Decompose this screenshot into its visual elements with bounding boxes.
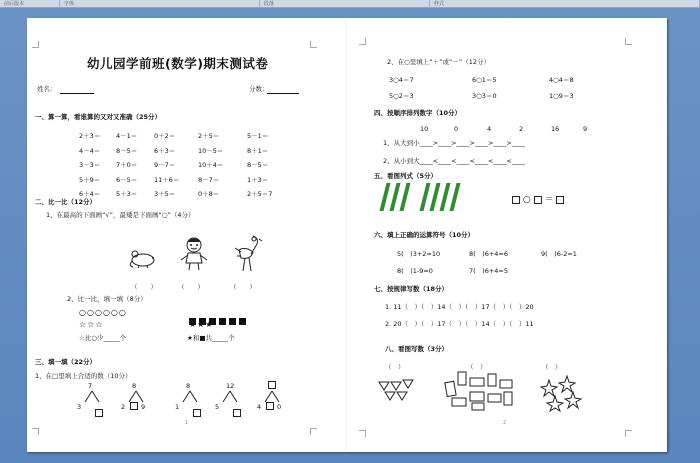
document-page-1[interactable]: [27, 18, 347, 452]
name-blank[interactable]: [60, 93, 94, 94]
answer-paren[interactable]: （ ）: [178, 283, 204, 291]
number-item: 16: [551, 125, 560, 133]
ribbon-strip: [0, 0, 700, 8]
corner-mark: [625, 38, 632, 45]
answer-paren[interactable]: （ ）: [385, 363, 405, 371]
tally-bar: [440, 183, 451, 211]
document-workspace[interactable]: [0, 8, 700, 463]
tally-bar: [420, 183, 431, 211]
document-page-2[interactable]: [347, 18, 667, 452]
arithmetic-item[interactable]: 3－3＝: [79, 161, 101, 169]
op-item[interactable]: 5○2＝3: [389, 92, 414, 100]
corner-mark: [32, 41, 39, 48]
score-label: 分数：: [249, 85, 269, 93]
white-stars-row: ☆☆☆: [79, 320, 104, 329]
answer-box[interactable]: [193, 409, 201, 417]
black-stars-row: ★★★: [189, 320, 214, 329]
order-asc[interactable]: 2、从小到大____<____<____<____<____<____: [383, 157, 525, 165]
section-7-title: 七、按规律写数（18分）: [374, 285, 449, 293]
compare-question-left: ☆比○少_____个: [79, 334, 127, 342]
corner-mark: [32, 428, 39, 435]
answer-paren[interactable]: （ ）: [230, 283, 256, 291]
bond-right[interactable]: [193, 402, 201, 421]
section-1-title: 一、算一算，看谁算的又对又准确（25分）: [35, 113, 162, 121]
triangles-picture: [377, 376, 417, 404]
bond-left: 3: [77, 403, 82, 411]
rectangles-picture: [442, 370, 520, 412]
answer-box[interactable]: [95, 409, 103, 417]
page-title: 幼儿园学前班(数学)期末测试卷: [87, 56, 269, 71]
arithmetic-item[interactable]: 0＋8＝: [198, 190, 220, 198]
arithmetic-item[interactable]: 8＋1＝: [247, 146, 269, 155]
arithmetic-item[interactable]: 2＋5＝7: [247, 190, 273, 198]
answer-box[interactable]: [268, 381, 276, 389]
number-bond: [123, 382, 157, 414]
number-bond: [259, 382, 293, 414]
bond-left: 5: [215, 403, 220, 411]
corner-mark: [359, 430, 366, 437]
section-3-question-1: 1、在□里填上合适的数（10分）: [35, 372, 132, 380]
arithmetic-item[interactable]: 11＋6＝: [154, 175, 180, 184]
section-6-title: 六、填上正确的运算符号（10分）: [374, 231, 475, 239]
arithmetic-item[interactable]: 8－5＝: [247, 161, 269, 169]
arithmetic-item[interactable]: 0＋2＝: [154, 132, 176, 140]
page-number: 1: [185, 420, 189, 426]
section-3-title: 三、填一填（22分）: [35, 358, 97, 366]
section-8-title: 八、看图写数（3分）: [385, 345, 449, 353]
arithmetic-item[interactable]: 5－1＝: [247, 132, 269, 140]
number-bond: [217, 382, 251, 414]
arithmetic-item[interactable]: 4－1＝: [116, 132, 138, 140]
corner-mark: [359, 38, 366, 45]
arithmetic-item[interactable]: 6＋4＝: [79, 190, 101, 198]
arithmetic-item[interactable]: 8－7＝: [198, 175, 220, 184]
number-bond: [177, 382, 211, 414]
score-blank[interactable]: [267, 93, 299, 94]
number-item: 4: [487, 125, 492, 133]
bond-left: 1: [175, 403, 180, 411]
operator-item[interactable]: 9( )6-2=1: [541, 250, 577, 258]
bond-top: 12: [226, 382, 235, 390]
section-5-title: 五、看图列式（5分）: [374, 172, 438, 180]
op-item[interactable]: 3○3＝0: [472, 92, 497, 100]
compare-question-right: ★和■共_____个: [187, 334, 235, 342]
section-2-question-2: 2、比一比，填一填（8分）: [67, 295, 147, 303]
bond-top: 8: [132, 382, 137, 390]
operator-item[interactable]: 8( )1-9=0: [397, 267, 433, 275]
arithmetic-item[interactable]: 8－5＝: [116, 146, 138, 155]
ribbon-group[interactable]: 前后版本: [0, 0, 60, 8]
equation-boxes[interactable]: ○ ＝: [512, 192, 564, 205]
op-item[interactable]: 1○9＝3: [549, 92, 574, 100]
crane-picture: [231, 234, 263, 272]
tally-bar: [380, 183, 391, 211]
tally-bar: [450, 183, 461, 211]
answer-box[interactable]: [266, 402, 274, 410]
bond-top: 7: [88, 382, 93, 390]
bond-left: 2: [121, 403, 126, 411]
op-item[interactable]: 4○4＝8: [549, 76, 574, 84]
number-item: 10: [420, 125, 429, 133]
circles-row: ○○○○○○: [79, 308, 127, 317]
order-desc[interactable]: 1、从大到小____>____>____>____>____>____: [383, 139, 525, 147]
number-item: 0: [454, 125, 459, 133]
op-item[interactable]: 6○1＝5: [472, 76, 497, 84]
bond-right: 9: [141, 403, 146, 411]
arithmetic-item[interactable]: 7＋0＝: [116, 161, 138, 169]
ribbon-group[interactable]: 段落: [260, 0, 430, 8]
bond-top[interactable]: [268, 381, 276, 389]
answer-paren[interactable]: （ ）: [467, 363, 487, 371]
corner-mark: [310, 41, 317, 48]
operator-item[interactable]: 5( )3+2=10: [397, 250, 441, 258]
pattern-2[interactable]: 2. 20（ ）（ ）17（ ）（ ）14（ ）（ ）11: [385, 320, 534, 328]
bond-left: 4: [257, 403, 262, 411]
section-4-title: 四、按顺序排列数字（10分）: [374, 109, 462, 117]
arithmetic-item[interactable]: 3＋5＝: [154, 190, 176, 198]
bond-top: 8: [186, 382, 191, 390]
answer-box[interactable]: [233, 409, 241, 417]
pattern-1[interactable]: 1. 11（ ）（ ）14（ ）（ ）17（ ）（ ）20: [385, 303, 534, 311]
number-bond: [79, 382, 113, 414]
arithmetic-item[interactable]: 1＋3＝: [247, 175, 269, 184]
operator-item[interactable]: 8( )6+4=6: [469, 250, 509, 258]
child-picture: [179, 236, 209, 272]
ribbon-group[interactable]: 字体: [60, 0, 260, 8]
arithmetic-item[interactable]: 10＋4＝: [198, 161, 224, 169]
bond-right[interactable]: [233, 402, 241, 421]
number-item: 2: [519, 125, 524, 133]
arithmetic-item[interactable]: 5＋9＝: [79, 175, 101, 184]
name-label: 姓名：: [37, 85, 57, 93]
bond-right[interactable]: [95, 402, 103, 421]
tally-bar: [430, 183, 441, 211]
question-2: 2、在○里填上“＋”或“－”（12分）: [387, 58, 491, 66]
tally-bar: [400, 183, 411, 211]
arithmetic-item[interactable]: 2＋3＝: [79, 132, 101, 140]
corner-mark: [625, 430, 632, 437]
arithmetic-item[interactable]: 10－5＝: [198, 146, 224, 155]
stars-picture: [537, 370, 587, 412]
mouse-picture: [127, 246, 163, 268]
tally-bar: [390, 183, 401, 211]
op-item[interactable]: 3○4＝7: [389, 76, 414, 84]
answer-paren[interactable]: （ ）: [131, 283, 157, 291]
arithmetic-item[interactable]: 2＋5＝: [198, 132, 220, 140]
corner-mark: [310, 428, 317, 435]
section-2-title: 二、比一比（12分）: [35, 198, 97, 206]
ribbon-group[interactable]: 样式: [430, 0, 700, 8]
arithmetic-item[interactable]: 9－7＝: [154, 161, 176, 169]
arithmetic-item[interactable]: 6－5＝: [116, 175, 138, 184]
arithmetic-item[interactable]: 6＋3＝: [154, 146, 176, 155]
bond-right: 0: [277, 403, 282, 411]
arithmetic-item[interactable]: 4－4＝: [79, 146, 101, 155]
page-number: 2: [503, 420, 507, 426]
answer-paren[interactable]: （ ）: [542, 363, 562, 371]
section-2-question-1: 1、在最高的下面画“√”，最矮是下面画“○”（4分）: [46, 211, 195, 219]
operator-item[interactable]: 7( )6+4=5: [469, 267, 509, 275]
arithmetic-item[interactable]: 5＋3＝: [116, 190, 138, 198]
answer-box[interactable]: [130, 402, 138, 410]
number-item: 9: [583, 125, 588, 133]
